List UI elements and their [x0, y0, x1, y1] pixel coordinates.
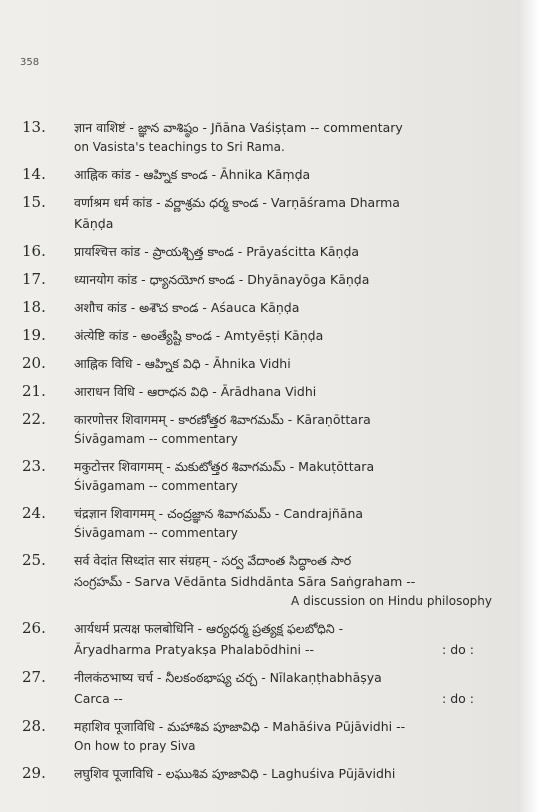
- entry-title: सर्व वेदांत सिध्दांत सार संग्रहम् - సర్వ వేదాంత సిద్ధాంత సార: [74, 553, 352, 568]
- entry-number: 17.: [22, 270, 46, 288]
- list-item: [22, 297, 492, 318]
- entry-number: 21.: [22, 382, 46, 400]
- entry-title: कारणोत्तर शिवागमम् - కారణోత్తర శివాగమమ్ - Kāraṇōttara: [74, 412, 371, 427]
- entry-title: ध्यानयोग कांड - ధ్యానయోగ కాండ - Dhyānayōga Kāṇḍa: [74, 272, 370, 287]
- list-item: [22, 353, 492, 374]
- entry-title-cont: Kāṇḍa: [74, 216, 114, 231]
- entry-note: A discussion on Hindu philosophy: [291, 594, 492, 608]
- entry-title: अशौच कांड - అశౌచ కాండ - Aśauca Kāṇḍa: [74, 300, 300, 315]
- list-item: [22, 269, 492, 290]
- entry-title: प्रायश्चित्त कांड - ప్రాయశ్చిత్త కాండ - Prāyaścitta Kāṇḍa: [74, 244, 360, 259]
- entry-title: वर्णाश्रम धर्म कांड - వర్ణాశ్రమ ధర్మ కాండ - Varṇāśrama Dharma: [74, 195, 400, 210]
- list-item: [22, 241, 492, 262]
- entry-number: 19.: [22, 326, 46, 344]
- list-item: [22, 325, 492, 346]
- entry-number: 25.: [22, 551, 46, 569]
- list-item: [22, 763, 492, 784]
- entry-note: Śivāgamam -- commentary: [74, 432, 238, 446]
- ditto-mark: : do :: [442, 642, 474, 657]
- entry-title-cont: [74, 639, 492, 660]
- list-item: [22, 667, 492, 709]
- list-item: [22, 192, 492, 234]
- page-edge-shadow: [517, 0, 539, 812]
- list-item: [22, 409, 492, 449]
- entry-number: 14.: [22, 165, 46, 183]
- entry-title: अंत्येष्टि कांड - అంత్యేష్టి కాండ - Amtyēṣṭi Kāṇḍa: [74, 328, 324, 343]
- entry-title: चंद्रज्ञान शिवागमम् - చంద్రజ్ఞాన శివాగమమ్ - Candrajñāna: [74, 506, 364, 521]
- entry-title: नीलकंठभाष्य चर्च - నీలకంఠభాష్య చర్చ - Nīlakaṇṭhabhāṣya: [74, 670, 382, 685]
- entry-title: आर्यधर्म प्रत्यक्ष फलबोधिनि - ఆర్యధర్మ ప్రత్యక్ష ఫలబోధిని -: [74, 621, 344, 636]
- entry-title: आह्निक विधि - ఆహ్నిక విధి - Āhnika Vidhi: [74, 356, 291, 371]
- page-number: 358: [20, 57, 40, 68]
- list-item: [22, 716, 492, 756]
- entry-title-cont: [74, 688, 492, 709]
- entry-number: 22.: [22, 410, 46, 428]
- entry-title: महाशिव पूजाविधि - మహాశివ పూజావిధి - Mahāśiva Pūjāvidhi --: [74, 719, 406, 734]
- entry-title: आराधन विधि - ఆరాధన విధి - Ārādhana Vidhi: [74, 384, 317, 399]
- entry-number: 16.: [22, 242, 46, 260]
- entry-list: [22, 117, 492, 791]
- entry-number: 20.: [22, 354, 46, 372]
- list-item: [22, 618, 492, 660]
- entry-number: 15.: [22, 193, 46, 211]
- entry-number: 24.: [22, 504, 46, 522]
- entry-number: 18.: [22, 298, 46, 316]
- ditto-mark: : do :: [442, 691, 474, 706]
- entry-translit: Āryadharma Pratyakṣa Phalabōdhini --: [74, 642, 315, 657]
- list-item: [22, 456, 492, 496]
- entry-title: लघुशिव पूजाविधि - లఘుశివ పూజావిధి - Laghuśiva Pūjāvidhi: [74, 766, 396, 781]
- list-item: [22, 164, 492, 185]
- entry-number: 23.: [22, 457, 46, 475]
- entry-title: आह्निक कांड - ఆహ్నిక కాండ - Āhnika Kāṃḍa: [74, 167, 311, 182]
- list-item: [22, 381, 492, 402]
- entry-note: On how to pray Siva: [74, 739, 196, 753]
- entry-number: 27.: [22, 668, 46, 686]
- entry-number: 26.: [22, 619, 46, 637]
- entry-note: Śivāgamam -- commentary: [74, 479, 238, 493]
- entry-title: मकुटोत्तर शिवागमम् - మకుటోత్తర శివాగమమ్ - Makuṭōttara: [74, 459, 375, 474]
- entry-title-cont: సంగ్రహమ్ - Sarva Vēdānta Sidhdānta Sāra Saṅgraham --: [74, 574, 416, 589]
- list-item: [22, 117, 492, 157]
- list-item: [22, 503, 492, 543]
- entry-title: ज्ञान वाशिष्टं - జ్ఞాన వాశిష్ఠం - Jñāna Vaśiṣṭam -- commentary: [74, 120, 403, 135]
- entry-number: 13.: [22, 118, 46, 136]
- entry-translit: Carca --: [74, 691, 123, 706]
- entry-note: on Vasista's teachings to Sri Rama.: [74, 140, 285, 154]
- list-item: [22, 550, 492, 611]
- entry-number: 28.: [22, 717, 46, 735]
- entry-note: Śivāgamam -- commentary: [74, 526, 238, 540]
- entry-number: 29.: [22, 764, 46, 782]
